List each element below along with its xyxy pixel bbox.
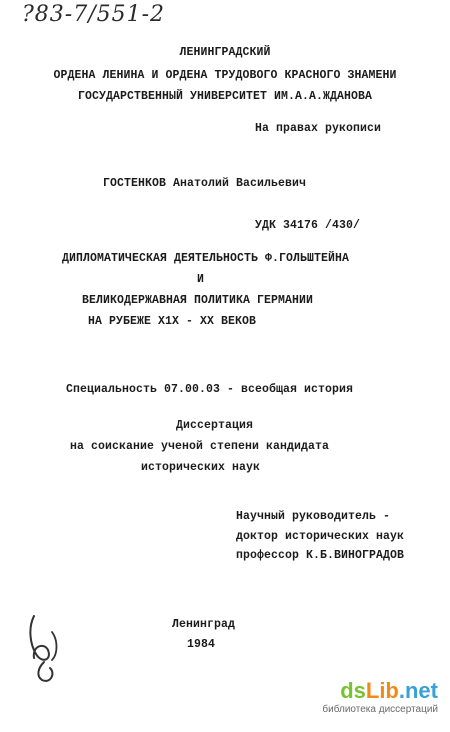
city: Ленинград (172, 618, 236, 631)
university-line-1: ЛЕНИНГРАДСКИЙ (179, 46, 271, 59)
dslib-logo: dsLib.net (340, 678, 438, 703)
dissertation-line-3: исторических наук (141, 461, 261, 474)
title-line-4: НА РУБЕЖЕ Х1Х - ХХ ВЕКОВ (88, 315, 257, 328)
title-line-2: И (197, 273, 205, 286)
university-line-2: ОРДЕНА ЛЕНИНА И ОРДЕНА ТРУДОВОГО КРАСНОГО ЗНАМЕНИ (53, 69, 397, 82)
title-line-1: ДИПЛОМАТИЧЕСКАЯ ДЕЯТЕЛЬНОСТЬ Ф.ГОЛЬШТЕЙНА (62, 252, 350, 265)
rights-notice: На правах рукописи (255, 122, 382, 135)
dissertation-line-1: Диссертация (176, 419, 254, 432)
handwritten-code: ?83-7/551-2 (22, 2, 166, 27)
author-name: ГОСТЕНКОВ Анатолий Васильевич (103, 177, 307, 190)
university-line-3: ГОСУДАРСТВЕННЫЙ УНИВЕРСИТЕТ ИМ.А.А.ЖДАНОВА (77, 90, 373, 103)
supervisor-line-1: Научный руководитель - (236, 510, 391, 523)
supervisor-line-2: доктор исторических наук (236, 530, 405, 543)
udk-code: УДК 34176 /430/ (255, 219, 361, 232)
specialty: Специальность 07.00.03 - всеобщая история (66, 383, 354, 396)
supervisor-line-3: профессор К.Б.ВИНОГРАДОВ (236, 549, 405, 562)
title-line-3: ВЕЛИКОДЕРЖАВНАЯ ПОЛИТИКА ГЕРМАНИИ (82, 294, 314, 307)
dissertation-line-2: на соискание ученой степени кандидата (70, 440, 330, 453)
signature-stamp (22, 610, 72, 690)
dslib-watermark (322, 680, 438, 715)
dslib-subtitle: библиотека диссертаций (322, 704, 438, 715)
year: 1984 (187, 638, 216, 651)
